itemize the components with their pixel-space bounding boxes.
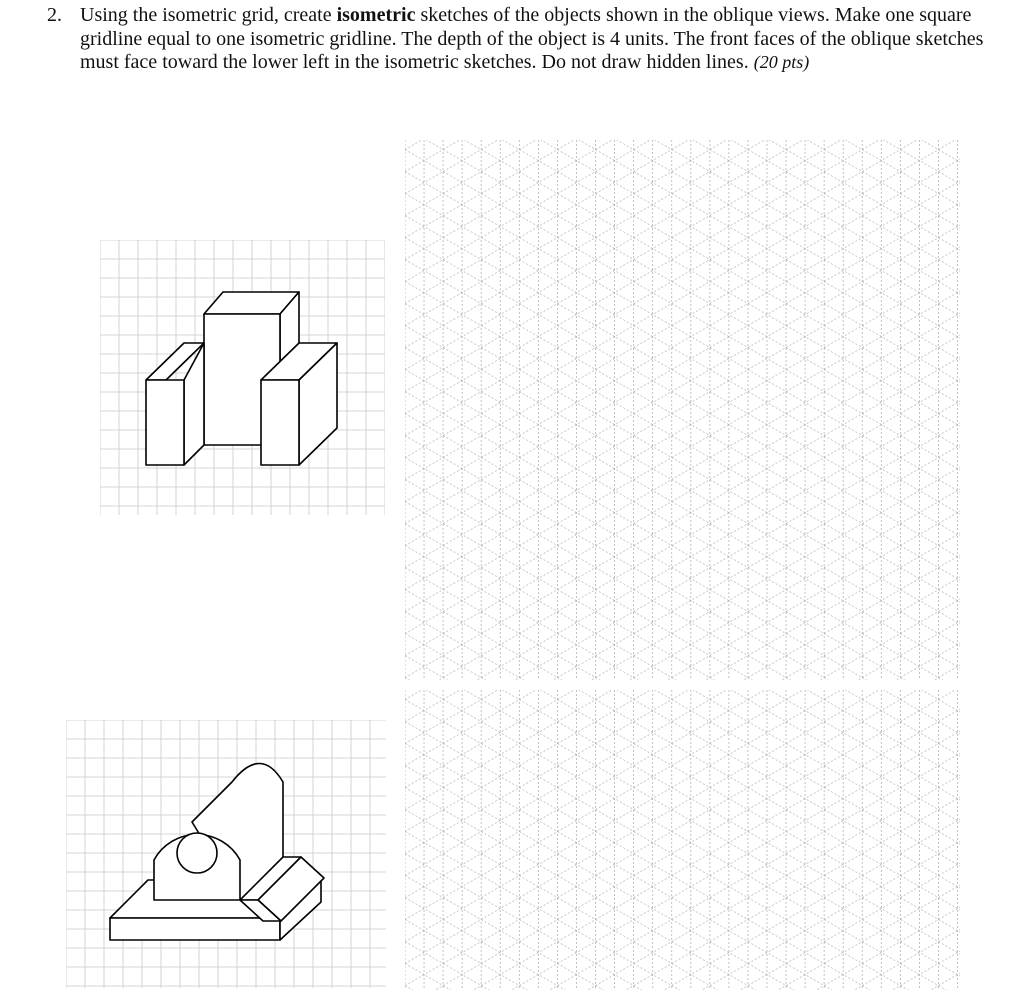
grid-line (405, 524, 960, 680)
grid-line (405, 216, 960, 536)
grid-line (405, 577, 960, 680)
grid-line (405, 458, 960, 680)
isometric-grid-lines-1 (405, 140, 960, 680)
grid-line (405, 656, 960, 680)
grid-line (405, 533, 960, 680)
grid-line (405, 436, 960, 680)
grid-line (405, 172, 960, 492)
grid-line (405, 690, 960, 910)
grid-line (405, 392, 960, 680)
grid-line (405, 986, 960, 990)
grid-line (405, 810, 960, 990)
grid-line (405, 690, 960, 822)
grid-line (405, 140, 960, 360)
grid-line (405, 304, 960, 624)
grid-line (405, 690, 960, 778)
grid-line (405, 690, 960, 788)
isometric-grid-lines-2 (405, 690, 960, 990)
grid-line (405, 690, 960, 932)
grid-line (405, 159, 960, 479)
grid-line (405, 194, 960, 514)
grid-line (405, 690, 960, 888)
grid-line (405, 282, 960, 602)
grid-line (405, 313, 960, 633)
grid-line (405, 348, 960, 668)
grid-line (405, 225, 960, 545)
grid-line (405, 612, 960, 680)
grid-line (405, 140, 960, 448)
question-text-part2: sketches of the objects shown in the oblique views. Make one square gridline equal to one isometric gridline. The depth of the object is 4 units. The front faces of the oblique sketches must face toward the lower left in the isometric sketches. Do not draw hidden lines. (80, 4, 984, 73)
grid-line (405, 766, 960, 990)
grid-line (405, 140, 960, 382)
question-points: (20 pts) (753, 52, 810, 72)
grid-line (405, 140, 960, 228)
grid-line (405, 140, 960, 238)
grid-line (405, 568, 960, 680)
question-text (80, 4, 1010, 75)
grid-line (405, 238, 960, 558)
grid-line (405, 203, 960, 523)
grid-line (405, 690, 960, 756)
grid-line (405, 140, 960, 282)
grid-line (405, 260, 960, 580)
question-number: 2. (47, 4, 62, 26)
oblique-view-1 (100, 240, 385, 515)
grid-line (405, 140, 960, 272)
grid-line (405, 357, 960, 677)
grid-line (405, 678, 960, 680)
grid-line (405, 326, 960, 646)
grid-line (405, 150, 960, 470)
grid-line (405, 181, 960, 501)
question-bold-word: isometric (336, 4, 416, 26)
grid-line (405, 502, 960, 680)
grid-line (405, 269, 960, 589)
grid-line (405, 140, 960, 414)
oblique-block-object-icon (146, 292, 337, 465)
grid-line (405, 335, 960, 655)
oblique-view-2 (66, 720, 386, 988)
grid-line (405, 140, 960, 338)
grid-line (405, 942, 960, 990)
isometric-grid-2 (405, 690, 960, 990)
grid-line (405, 445, 960, 680)
grid-line (405, 140, 960, 206)
grid-line (405, 665, 960, 680)
isometric-grid-1 (405, 140, 960, 680)
grid-line (405, 140, 960, 370)
grid-line (405, 634, 960, 680)
grid-line (405, 370, 960, 680)
grid-line (405, 401, 960, 680)
grid-line (405, 690, 960, 920)
grid-line (405, 690, 960, 964)
grid-line (405, 690, 960, 832)
question-text-part1: Using the isometric grid, create (80, 4, 337, 26)
grid-line (405, 291, 960, 611)
grid-line (405, 247, 960, 567)
